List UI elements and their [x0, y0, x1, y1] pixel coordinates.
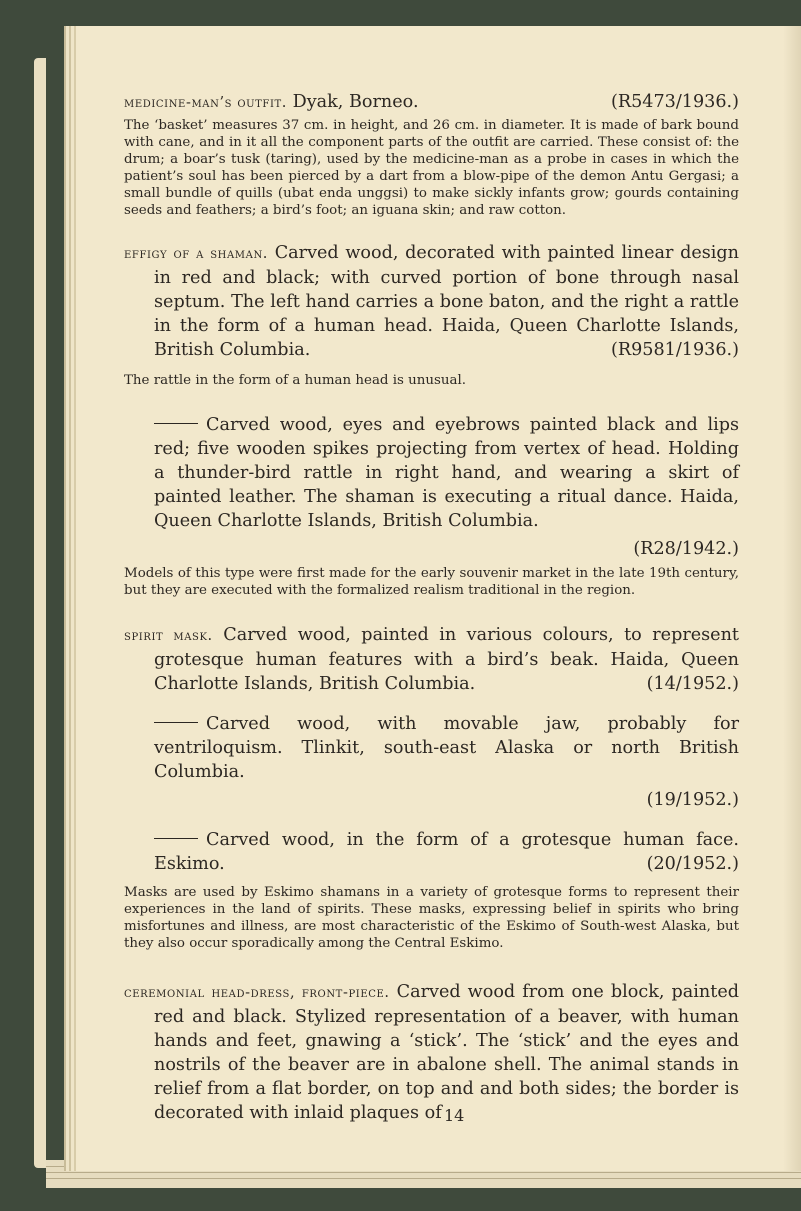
- ditto-dash: [154, 423, 198, 424]
- accession-number: (R28/1942.): [633, 539, 739, 559]
- entry-text: Carved wood, in the form of a grotesque human face. Eskimo.: [154, 830, 739, 874]
- entry-description: [124, 712, 739, 784]
- entry-note: The rattle in the form of a human head is unusual.: [124, 373, 467, 388]
- entry-description: [124, 980, 739, 1125]
- book-fore-edge-left: [34, 58, 46, 1168]
- catalogue-entry: [124, 623, 739, 696]
- accession-number: (19/1952.): [646, 790, 739, 810]
- accession-number: (14/1952.): [646, 674, 739, 694]
- ditto-dash: [154, 722, 198, 723]
- catalogue-entry: [124, 980, 739, 1125]
- entry-text: Carved wood, eyes and eyebrows painted black and lips red; five wooden spikes projecting from vertex of head. Holding a thunder-bird rattle in right hand, and wearing a skirt of painted leather. The shaman is executing a ritual dance. Haida, Queen Charlotte Islands, British Columbia.: [154, 415, 739, 531]
- accession-number: (20/1952.): [646, 854, 739, 874]
- page-number: 14: [444, 1106, 465, 1125]
- accession-number: (R9581/1936.): [610, 340, 739, 360]
- entry-text: Carved wood from one block, painted red and black. Stylized representation of a beaver, with human hands and feet, gnawing a ‘stick’. The ‘stick’ and the eyes and nostrils of the beaver are in abalone shell. The animal stands in relief from a flat border, on top and and both sides; the border is decorated with inlaid plaques of: [154, 982, 739, 1123]
- entry-text: Carved wood, painted in various colours, to represent grotesque human features with a bird’s beak. Haida, Queen Charlotte Islands, British Columbia.: [154, 625, 739, 694]
- entry-note: The ‘basket’ measures 37 cm. in height, and 26 cm. in diameter. It is made of bark bound with cane, and in it all the component parts of the outfit are carried. These consist of: the drum; a boar’s tusk (taring), used by the medicine-man as a probe in cases in which the patient’s soul has been pierced by a dart from a blow-pipe of the demon Antu Gergasi; a small bundle of quills (ubat enda unggsi) to make sickly infants grow; gourds containing seeds and feathers; a bird’s foot; an iguana skin; and raw cotton.: [124, 118, 739, 218]
- catalogue-entry: [124, 90, 739, 219]
- accession-line: [124, 537, 739, 561]
- catalogue-entry: [124, 413, 739, 599]
- entry-head: [124, 90, 739, 115]
- entry-heading: ceremonial head-dress, front-piece.: [124, 985, 390, 1001]
- entry-note: Masks are used by Eskimo shamans in a variety of grotesque forms to represent their experiences in the land of spirits. These masks, expressing belief in spirits who bring misfortunes and illness, are most characteristic of the Eskimo of South-west Alaska, but they also occur sporadically among the Central Eskimo.: [124, 885, 739, 951]
- catalogue-entry: [124, 828, 739, 952]
- entry-lead: Dyak, Borneo.: [292, 92, 419, 112]
- accession-line: [124, 788, 739, 812]
- entry-heading: medicine-man’s outfit.: [124, 95, 288, 111]
- entry-heading: spirit mask.: [124, 628, 213, 644]
- entry-note: Models of this type were first made for the early souvenir market in the late 19th century, but they are executed with the formalized realism traditional in the region.: [124, 566, 739, 598]
- catalogue-entry: [124, 712, 739, 812]
- entry-description: [124, 413, 739, 533]
- page-content: [124, 90, 739, 1125]
- entry-text: Carved wood, decorated with painted linear design in red and black; with curved portion of bone through nasal septum. The left hand carries a bone baton, and the right a rattle in the form of a human head. Haida, Queen Charlotte Islands, British Columbia.: [154, 243, 739, 360]
- accession-number: (R5473/1936.): [610, 92, 739, 112]
- catalogue-entry: [124, 241, 739, 389]
- entry-heading: effigy of a shaman.: [124, 246, 269, 262]
- ditto-dash: [154, 838, 198, 839]
- entry-text: Carved wood, with movable jaw, probably for ventriloquism. Tlinkit, south-east Alaska or north British Columbia.: [154, 714, 739, 782]
